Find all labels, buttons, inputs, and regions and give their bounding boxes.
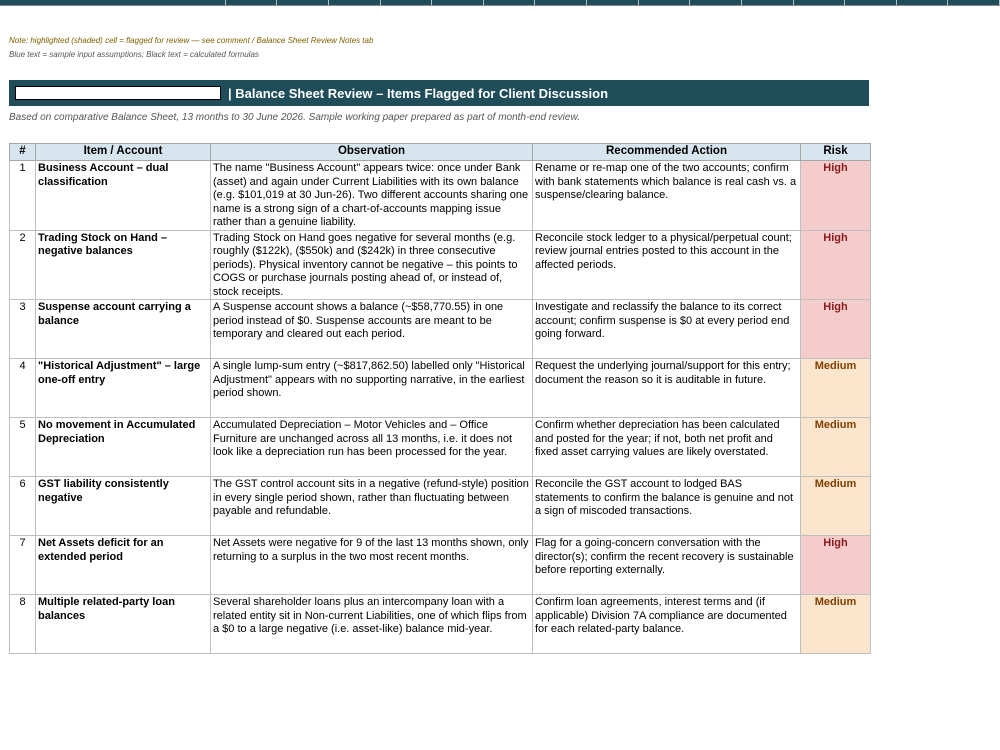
name-box-input[interactable]: [15, 86, 221, 100]
observation-cell[interactable]: Trading Stock on Hand goes negative for several months (e.g. roughly ($122k), ($550k) and ($242k) in three consecutive periods). Physical inventory cannot be negative – this points to COGS or purchase journals posting ahead of, or instead of, stock receipts.: [211, 230, 533, 300]
review-table: [9, 143, 871, 654]
header-action[interactable]: Recommended Action: [533, 144, 801, 161]
header-num[interactable]: #: [10, 144, 36, 161]
row-number-cell[interactable]: 5: [10, 418, 36, 477]
action-cell[interactable]: Reconcile stock ledger to a physical/perpetual count; review journal entries posted to this account in the affected periods.: [533, 230, 801, 300]
row-number-cell[interactable]: 4: [10, 359, 36, 418]
item-cell[interactable]: GST liability consistently negative: [36, 477, 211, 536]
item-cell[interactable]: "Historical Adjustment" – large one-off entry: [36, 359, 211, 418]
row-number-cell[interactable]: 7: [10, 536, 36, 595]
risk-cell[interactable]: Medium: [801, 477, 871, 536]
observation-cell[interactable]: Net Assets were negative for 9 of the last 13 months shown, only returning to a surplus in the two most recent months.: [211, 536, 533, 595]
header-row: [10, 144, 871, 161]
action-cell[interactable]: Rename or re-map one of the two accounts; confirm with bank statements which balance is real cash vs. a suspense/clearing balance.: [533, 161, 801, 231]
action-cell[interactable]: Flag for a going-concern conversation with the director(s); confirm the recent recovery is sustainable before reporting externally.: [533, 536, 801, 595]
header-observation[interactable]: Observation: [211, 144, 533, 161]
risk-cell[interactable]: High: [801, 230, 871, 300]
observation-cell[interactable]: A Suspense account shows a balance (~$58,770.55) in one period instead of $0. Suspense accounts are meant to be temporary and cleared out each period.: [211, 300, 533, 359]
table-row: [10, 595, 871, 654]
row-number-cell[interactable]: 6: [10, 477, 36, 536]
risk-cell[interactable]: High: [801, 536, 871, 595]
action-cell[interactable]: Reconcile the GST account to lodged BAS statements to confirm the balance is genuine and not a sign of miscoded transactions.: [533, 477, 801, 536]
item-cell[interactable]: Trading Stock on Hand – negative balances: [36, 230, 211, 300]
section-banner: [9, 80, 869, 106]
header-risk[interactable]: Risk: [801, 144, 871, 161]
observation-cell[interactable]: The name "Business Account" appears twice: once under Bank (asset) and again under Current Liabilities with its own balance (e.g. $101,019 at 30 Jun-26). Two different accounts sharing one name is a strong sign of a chart-of-accounts mapping issue rather than a genuine liability.: [211, 161, 533, 231]
action-cell[interactable]: Request the underlying journal/support for this entry; document the reason so it is auditable in future.: [533, 359, 801, 418]
risk-cell[interactable]: Medium: [801, 359, 871, 418]
observation-cell[interactable]: A single lump-sum entry (~$817,862.50) labelled only "Historical Adjustment" appears with no supporting narrative, in the earliest period shown.: [211, 359, 533, 418]
row-number-cell[interactable]: 3: [10, 300, 36, 359]
table-row: [10, 161, 871, 231]
action-cell[interactable]: Confirm whether depreciation has been calculated and posted for the year; if not, both net profit and fixed asset carrying values are likely overstated.: [533, 418, 801, 477]
action-cell[interactable]: Investigate and reclassify the balance to its correct account; confirm suspense is $0 at every period end going forward.: [533, 300, 801, 359]
section-subtitle: Based on comparative Balance Sheet, 13 months to 30 June 2026. Sample working paper prepared as part of month-end review.: [9, 112, 580, 123]
risk-cell[interactable]: High: [801, 161, 871, 231]
item-cell[interactable]: Net Assets deficit for an extended period: [36, 536, 211, 595]
header-item[interactable]: Item / Account: [36, 144, 211, 161]
table-row: [10, 477, 871, 536]
table-row: [10, 230, 871, 300]
observation-cell[interactable]: Accumulated Depreciation – Motor Vehicles and – Office Furniture are unchanged across all 13 months, i.e. it does not look like a depreciation run has been processed for the year.: [211, 418, 533, 477]
item-cell[interactable]: No movement in Accumulated Depreciation: [36, 418, 211, 477]
risk-cell[interactable]: Medium: [801, 595, 871, 654]
table-row: [10, 418, 871, 477]
color-legend-note: Blue text = sample input assumptions; Black text = calculated formulas: [9, 50, 259, 59]
highlight-note: Note: highlighted (shaded) cell = flagged for review — see comment / Balance Sheet Review Notes tab: [9, 36, 374, 45]
risk-cell[interactable]: High: [801, 300, 871, 359]
previous-section-strip: [0, 0, 1000, 6]
observation-cell[interactable]: The GST control account sits in a negative (refund-style) position in every single period shown, rather than fluctuating between payable and refundable.: [211, 477, 533, 536]
item-cell[interactable]: Suspense account carrying a balance: [36, 300, 211, 359]
banner-title: | Balance Sheet Review – Items Flagged for Client Discussion: [228, 85, 609, 101]
row-number-cell[interactable]: 1: [10, 161, 36, 231]
action-cell[interactable]: Confirm loan agreements, interest terms and (if applicable) Division 7A compliance are documented for each related-party balance.: [533, 595, 801, 654]
table-row: [10, 300, 871, 359]
table-row: [10, 359, 871, 418]
risk-cell[interactable]: Medium: [801, 418, 871, 477]
item-cell[interactable]: Business Account – dual classification: [36, 161, 211, 231]
table-row: [10, 536, 871, 595]
observation-cell[interactable]: Several shareholder loans plus an intercompany loan with a related entity sit in Non-current Liabilities, one of which flips from a $0 to a large negative (i.e. asset-like) balance mid-year.: [211, 595, 533, 654]
row-number-cell[interactable]: 2: [10, 230, 36, 300]
row-number-cell[interactable]: 8: [10, 595, 36, 654]
item-cell[interactable]: Multiple related-party loan balances: [36, 595, 211, 654]
